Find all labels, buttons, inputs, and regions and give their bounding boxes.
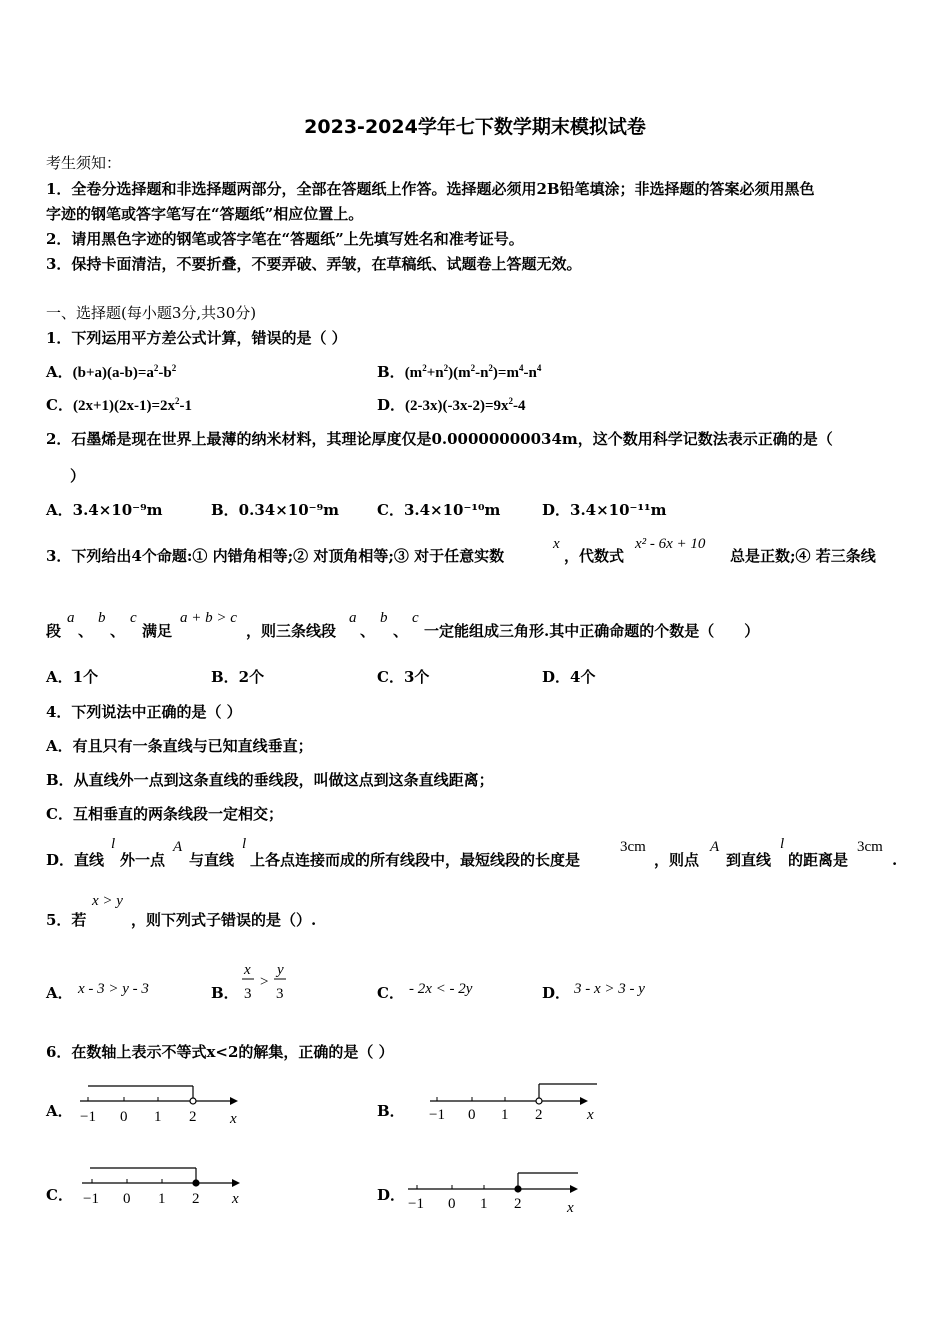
q2-option-d[interactable]: D．3.4×10⁻¹¹m xyxy=(542,501,667,519)
q1-option-b-expr: $(m^2+n^2)(m^2-n^2)=m^4-n^4$ xyxy=(404,363,542,381)
q4-d-text-4: 上各点连接而成的所有线段中，最短线段的长度是 xyxy=(250,851,581,869)
tick-label: 1 xyxy=(480,1196,488,1212)
q5-option-c-label: C． xyxy=(377,984,404,1002)
q3-line2-start: 段 xyxy=(46,622,62,640)
tick-label: 2 xyxy=(189,1109,197,1125)
tick-label: −1 xyxy=(80,1109,96,1125)
q3-var-x: x xyxy=(553,536,560,552)
tick-label: 1 xyxy=(158,1191,166,1207)
notice-item-2: 2．请用黑色字迹的钢笔或答字笔在“答题纸”上先填写姓名和准考证号。 xyxy=(46,230,524,248)
axis-label: x xyxy=(230,1111,237,1127)
tick-label: −1 xyxy=(408,1196,424,1212)
q5-option-d-label: D． xyxy=(542,984,571,1002)
q4-d-text-1: D．直线 xyxy=(46,851,105,869)
q4-d-length2: 3cm xyxy=(857,839,883,855)
q5-option-c-expr: - 2x < - 2y xyxy=(409,981,473,997)
q6-option-b[interactable]: B． xyxy=(377,1102,405,1120)
q3-var-a: a xyxy=(67,610,75,626)
svg-text:y: y xyxy=(277,962,284,978)
q3-var-c2: c xyxy=(412,610,419,626)
q1-option-b-label: B． xyxy=(377,363,405,381)
notice-item-1b: 字迹的钢笔或答字笔写在“答题纸”相应位置上。 xyxy=(46,205,364,223)
q5-option-b[interactable] xyxy=(211,983,239,1003)
tick-label: 2 xyxy=(535,1107,543,1123)
q1-option-a-expr: $(b+a)(a-b)=a^2-b^2$ xyxy=(72,363,177,381)
tick-label: 2 xyxy=(514,1196,522,1212)
q3-var-b: b xyxy=(98,610,106,626)
q5-option-a[interactable] xyxy=(46,983,73,1003)
q5-option-b-fraction xyxy=(240,958,300,1004)
q6-option-c[interactable]: C． xyxy=(46,1186,73,1204)
section-heading: 一、选择题(每小题3分,共30分) xyxy=(46,304,257,322)
q1-option-c[interactable] xyxy=(46,395,192,416)
q1-option-c-expr: $(2x+1)(2x-1)=2x^2-1$ xyxy=(72,396,193,414)
q3-var-a2: a xyxy=(349,610,357,626)
q6-option-d-numberline xyxy=(400,1165,600,1220)
q2-stem: 2．石墨烯是现在世界上最薄的纳米材料，其理论厚度仅是0.00000000034m，这个数用科学记数法表示正确的是（ xyxy=(46,430,833,448)
tick-label: 0 xyxy=(448,1196,456,1212)
tick-label: 2 xyxy=(192,1191,200,1207)
tick-label: 0 xyxy=(468,1107,476,1123)
q4-d-text-3: 与直线 xyxy=(189,851,235,869)
q6-option-b-numberline xyxy=(420,1078,620,1128)
q4-stem: 4．下列说法中正确的是（ ） xyxy=(46,703,242,721)
q4-d-line-l3: l xyxy=(780,836,785,852)
axis-label: x xyxy=(232,1191,239,1207)
q2-option-a[interactable]: A．3.4×10⁻⁹m xyxy=(46,501,163,519)
q3-var-c: c xyxy=(130,610,137,626)
q4-option-d[interactable] xyxy=(0,836,950,876)
q3-stem-part3: 总是正数;④ 若三条线 xyxy=(730,547,876,565)
q3-sep-4: 、 xyxy=(393,622,409,640)
q1-stem: 1．下列运用平方差公式计算，错误的是（ ） xyxy=(46,329,347,347)
q1-option-d[interactable] xyxy=(377,395,526,416)
q3-sep-2: 、 xyxy=(110,622,126,640)
q3-option-d[interactable]: D．4个 xyxy=(542,668,596,686)
q4-d-length: 3cm xyxy=(620,839,646,855)
q3-stem-part2: ，代数式 xyxy=(564,547,625,565)
notice-item-1a: 1．全卷分选择题和非选择题两部分，全部在答题纸上作答。选择题必须用2B铅笔填涂；非选择题的答案必须用黑色 xyxy=(46,180,815,198)
q5-option-b-expr xyxy=(240,958,300,1004)
q4-d-point-a: A xyxy=(173,839,183,855)
q1-option-c-label: C． xyxy=(46,396,73,414)
q4-d-text-2: 外一点 xyxy=(120,851,166,869)
q6-option-d[interactable]: D． xyxy=(377,1186,406,1204)
q5-option-b-label: B． xyxy=(211,984,239,1002)
q1-option-d-label: D． xyxy=(377,396,406,414)
page-title: 2023-2024学年七下数学期末模拟试卷 xyxy=(304,116,646,138)
q4-option-b[interactable]: B．从直线外一点到这条直线的垂线段，叫做这点到这条直线距离； xyxy=(46,771,494,789)
tick-label: −1 xyxy=(83,1191,99,1207)
q6-option-a-numberline xyxy=(70,1078,270,1128)
axis-label: x xyxy=(587,1107,594,1123)
q3-stem-part1: 3．下列给出4个命题:① 内错角相等;② 对顶角相等;③ 对于任意实数 xyxy=(46,547,505,565)
q5-condition: x > y xyxy=(92,893,123,909)
q3-option-a[interactable]: A．1个 xyxy=(46,668,99,686)
q4-d-text-5: ，则点 xyxy=(654,851,700,869)
q3-option-b[interactable]: B．2个 xyxy=(211,668,265,686)
q4-d-line-l2: l xyxy=(242,836,247,852)
q3-inequality: a + b > c xyxy=(180,610,237,626)
q5-option-a-expr: x - 3 > y - 3 xyxy=(78,981,149,997)
axis-label: x xyxy=(567,1200,574,1216)
tick-label: 0 xyxy=(120,1109,128,1125)
q4-d-line-l: l xyxy=(111,836,116,852)
q5-stem-2: ，则下列式子错误的是（）. xyxy=(131,911,317,929)
q2-option-b[interactable]: B．0.34×10⁻⁹m xyxy=(211,501,340,519)
q3-option-c[interactable]: C．3个 xyxy=(377,668,430,686)
svg-text:>: > xyxy=(260,974,269,990)
q2-option-c[interactable]: C．3.4×10⁻¹⁰m xyxy=(377,501,501,519)
q5-option-a-label: A． xyxy=(46,984,73,1002)
svg-text:3: 3 xyxy=(276,986,284,1002)
q4-option-c[interactable]: C．互相垂直的两条线段一定相交； xyxy=(46,805,283,823)
q5-option-d-expr: 3 - x > 3 - y xyxy=(574,981,645,997)
q6-stem: 6．在数轴上表示不等式x<2的解集，正确的是（ ） xyxy=(46,1043,394,1061)
q3-satisfy: 满足 xyxy=(142,622,173,640)
q2-stem-end: ） xyxy=(70,467,86,485)
q6-option-a[interactable]: A． xyxy=(46,1102,73,1120)
q1-option-a[interactable] xyxy=(46,362,176,383)
q4-option-a[interactable]: A．有且只有一条直线与已知直线垂直； xyxy=(46,737,313,755)
tick-label: 0 xyxy=(123,1191,131,1207)
q3-line2-mid: ，则三条线段 xyxy=(246,622,337,640)
q5-stem-1: 5．若 xyxy=(46,911,87,929)
q1-option-d-expr: $(2-3x)(-3x-2)=9x^2-4$ xyxy=(405,396,526,414)
q1-option-a-label: A． xyxy=(46,363,73,381)
q5-option-d[interactable] xyxy=(542,983,570,1003)
q1-option-b[interactable] xyxy=(377,362,541,383)
q6-option-c-numberline xyxy=(72,1160,272,1210)
q3-line2-end: 一定能组成三角形.其中正确命题的个数是（ ） xyxy=(424,622,760,640)
tick-label: 1 xyxy=(501,1107,509,1123)
q5-option-c[interactable] xyxy=(377,983,404,1003)
svg-text:x: x xyxy=(244,962,251,978)
svg-text:3: 3 xyxy=(244,986,252,1002)
q4-d-text-8: . xyxy=(892,851,898,869)
q3-expression: x² - 6x + 10 xyxy=(635,536,706,552)
q4-d-text-7: 的距离是 xyxy=(788,851,849,869)
tick-label: 1 xyxy=(154,1109,162,1125)
q3-sep-3: 、 xyxy=(360,622,376,640)
notice-item-3: 3．保持卡面清洁，不要折叠，不要弄破、弄皱，在草稿纸、试题卷上答题无效。 xyxy=(46,255,582,273)
q3-var-b2: b xyxy=(380,610,388,626)
q4-d-point-a2: A xyxy=(710,839,720,855)
q3-sep-1: 、 xyxy=(78,622,94,640)
notice-heading: 考生须知： xyxy=(46,154,122,172)
q4-d-text-6: 到直线 xyxy=(726,851,772,869)
tick-label: −1 xyxy=(429,1107,445,1123)
